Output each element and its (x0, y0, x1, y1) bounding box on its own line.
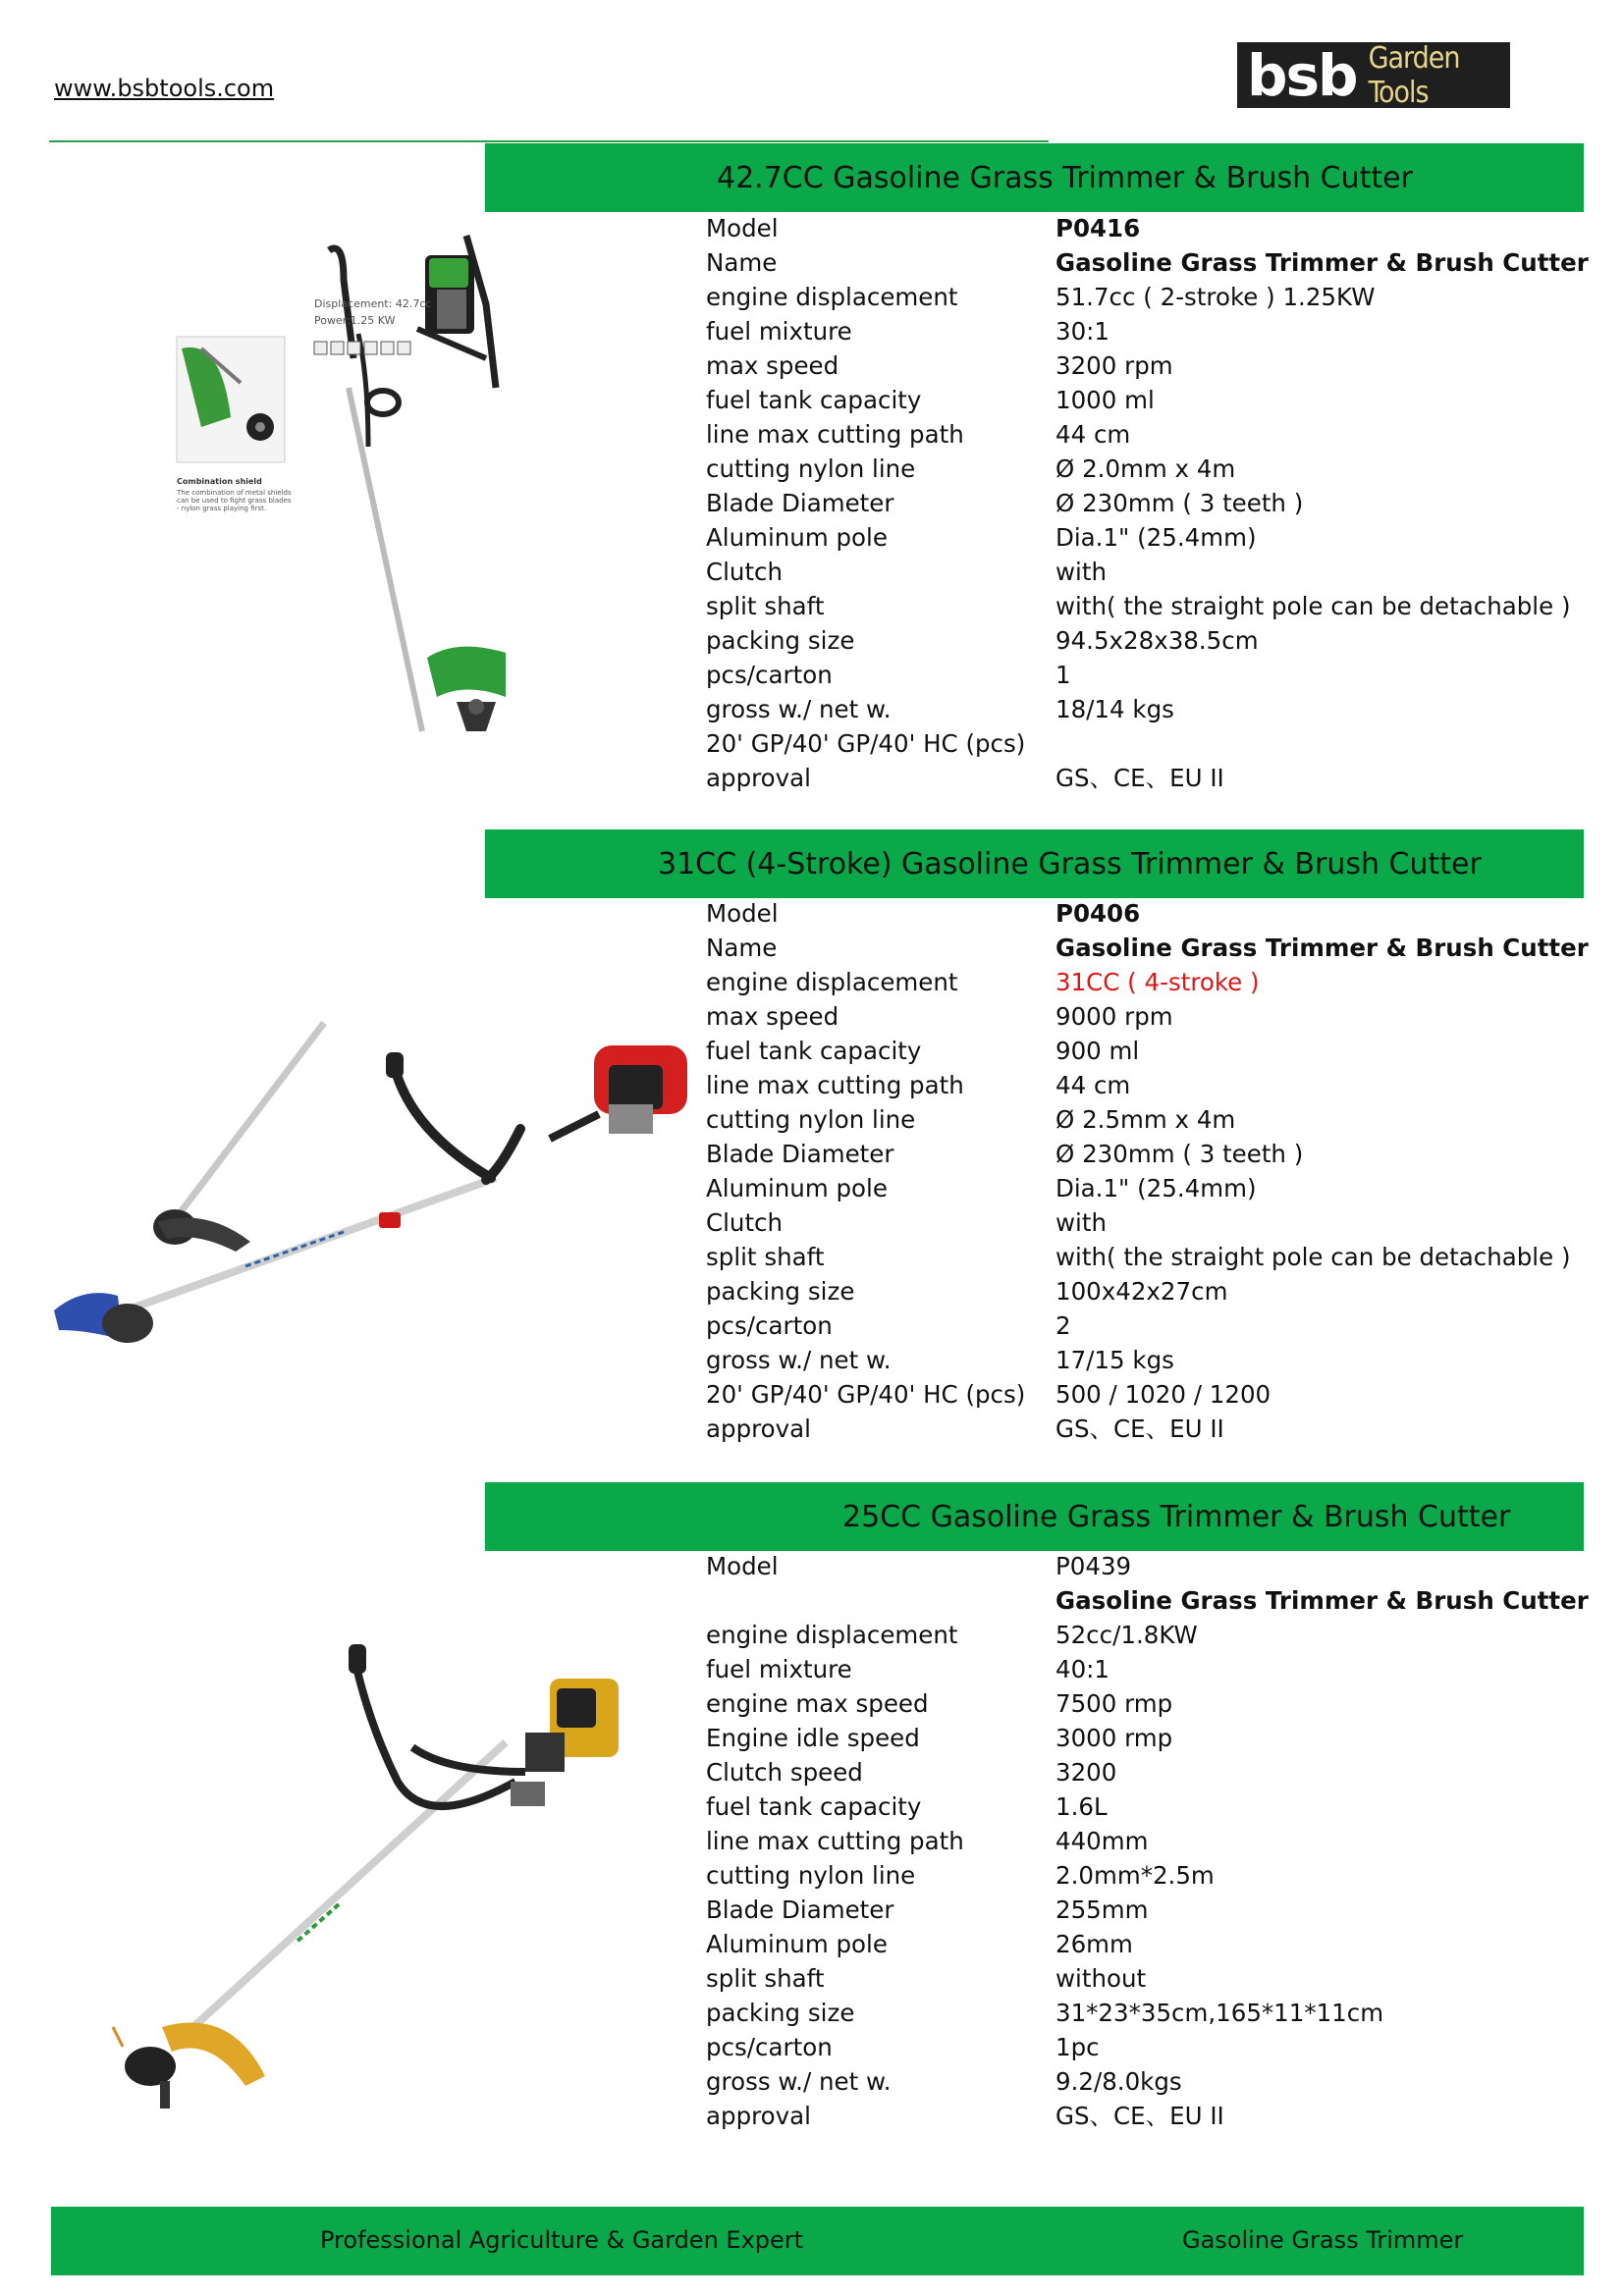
spec-value: 18/14 kgs (1055, 695, 1174, 723)
spec-row (706, 1412, 1589, 1446)
spec-row (706, 1343, 1589, 1377)
spec-row (706, 1824, 1589, 1858)
spec-row (706, 1652, 1589, 1686)
footer-category: Gasoline Grass Trimmer (1182, 2226, 1464, 2254)
spec-label: Name (706, 934, 778, 962)
spec-row (706, 726, 1589, 761)
spec-label: gross w./ net w. (706, 2067, 892, 2096)
spec-row (706, 1996, 1589, 2030)
product-2-title-band (485, 829, 1584, 898)
spec-value: 2 (1055, 1311, 1071, 1340)
spec-row (706, 1034, 1589, 1068)
spec-row (706, 1205, 1589, 1240)
spec-value: 1pc (1055, 2033, 1100, 2061)
spec-row (706, 245, 1589, 280)
spec-value: with( the straight pole can be detachable ) (1055, 592, 1571, 620)
product-1-caption-shield-title: Combination shield (177, 477, 262, 486)
spec-row (706, 1308, 1589, 1343)
spec-value: GS、CE、EU II (1055, 2102, 1224, 2130)
spec-label: approval (706, 2102, 811, 2130)
spec-label: max speed (706, 1002, 839, 1031)
spec-value: 1000 ml (1055, 386, 1155, 414)
spec-row (706, 1961, 1589, 1996)
brand-logo (1237, 42, 1510, 108)
spec-label: gross w./ net w. (706, 1346, 892, 1374)
spec-value: 2.0mm*2.5m (1055, 1861, 1215, 1890)
spec-value: 44 cm (1055, 1071, 1131, 1099)
spec-label: fuel tank capacity (706, 1792, 922, 1821)
spec-row (706, 1618, 1589, 1652)
spec-label: split shaft (706, 1964, 825, 1993)
spec-value: 51.7cc ( 2-stroke ) 1.25KW (1055, 283, 1376, 311)
spec-label: fuel mixture (706, 1655, 852, 1683)
spec-row (706, 931, 1589, 965)
spec-row (706, 1583, 1589, 1618)
spec-row (706, 658, 1589, 692)
spec-value: 40:1 (1055, 1655, 1110, 1683)
spec-label: engine displacement (706, 1621, 958, 1649)
spec-value: 255mm (1055, 1896, 1149, 1924)
spec-value: P0439 (1055, 1552, 1132, 1580)
spec-label: Model (706, 899, 779, 928)
spec-row (706, 692, 1589, 726)
spec-row (706, 555, 1589, 589)
spec-label: cutting nylon line (706, 1861, 916, 1890)
spec-value: 500 / 1020 / 1200 (1055, 1380, 1271, 1409)
product-1-title: 42.7CC Gasoline Grass Trimmer & Brush Cutter (717, 160, 1413, 195)
spec-value: 9000 rpm (1055, 1002, 1173, 1031)
spec-label: pcs/carton (706, 1311, 833, 1340)
spec-value: with (1055, 558, 1107, 586)
spec-label: fuel tank capacity (706, 1037, 922, 1065)
spec-label: engine max speed (706, 1689, 929, 1718)
spec-row (706, 280, 1589, 314)
product-3-title: 25CC Gasoline Grass Trimmer & Brush Cutter (842, 1499, 1511, 1534)
spec-value: 1 (1055, 661, 1071, 689)
spec-row (706, 1893, 1589, 1927)
spec-row (706, 1068, 1589, 1102)
spec-row (706, 520, 1589, 555)
spec-label: Engine idle speed (706, 1724, 920, 1752)
spec-label: Name (706, 248, 778, 277)
spec-row (706, 1858, 1589, 1893)
spec-row (706, 1377, 1589, 1412)
spec-value: Ø 230mm ( 3 teeth ) (1055, 489, 1304, 517)
spec-row (706, 1721, 1589, 1755)
spec-label: max speed (706, 351, 839, 380)
spec-value: Dia.1" (25.4mm) (1055, 523, 1257, 552)
spec-row (706, 211, 1589, 245)
product-3-image (103, 1634, 633, 2135)
spec-label: split shaft (706, 592, 825, 620)
spec-value: Gasoline Grass Trimmer & Brush Cutter (1055, 934, 1589, 962)
product-2-image (49, 1011, 707, 1374)
spec-label: cutting nylon line (706, 454, 916, 483)
spec-label: pcs/carton (706, 661, 833, 689)
product-1-caption-shield-desc: The combination of metal shields can be used to fight grass blades - nylon grass playing first. (177, 489, 292, 512)
product-1-caption-displacement: Displacement: 42.7cc (314, 297, 432, 310)
spec-label: approval (706, 764, 811, 792)
spec-row (706, 486, 1589, 520)
site-url-link[interactable]: www.bsbtools.com (54, 75, 275, 102)
spec-row (706, 1137, 1589, 1171)
spec-value: P0416 (1055, 214, 1141, 242)
product-2-title: 31CC (4-Stroke) Gasoline Grass Trimmer & Brush Cutter (658, 846, 1482, 881)
spec-value: 17/15 kgs (1055, 1346, 1174, 1374)
spec-row (706, 348, 1589, 383)
spec-label: fuel tank capacity (706, 386, 922, 414)
spec-label: Model (706, 214, 779, 242)
spec-value: 26mm (1055, 1930, 1133, 1958)
spec-value: 31CC ( 4-stroke ) (1055, 968, 1260, 996)
spec-row (706, 2099, 1589, 2133)
spec-row (706, 1549, 1589, 1583)
spec-row (706, 383, 1589, 417)
spec-value: without (1055, 1964, 1147, 1993)
spec-value: with( the straight pole can be detachable ) (1055, 1243, 1571, 1271)
spec-row (706, 1102, 1589, 1137)
spec-label: packing size (706, 626, 855, 655)
spec-label: line max cutting path (706, 420, 964, 449)
spec-row (706, 1240, 1589, 1274)
spec-value: 3200 (1055, 1758, 1117, 1787)
spec-value: 9.2/8.0kgs (1055, 2067, 1182, 2096)
spec-label: fuel mixture (706, 317, 852, 346)
spec-value: 440mm (1055, 1827, 1149, 1855)
logo-text: Garden Tools (1368, 40, 1460, 110)
header-divider (49, 140, 1049, 142)
spec-value: 52cc/1.8KW (1055, 1621, 1198, 1649)
spec-value: Dia.1" (25.4mm) (1055, 1174, 1257, 1202)
product-2-spec-table (706, 896, 1589, 1446)
spec-value: 7500 rmp (1055, 1689, 1173, 1718)
spec-label: line max cutting path (706, 1827, 964, 1855)
spec-row (706, 1927, 1589, 1961)
spec-value: P0406 (1055, 899, 1141, 928)
spec-row (706, 452, 1589, 486)
spec-label: Clutch (706, 1208, 784, 1237)
spec-label: pcs/carton (706, 2033, 833, 2061)
spec-value: Gasoline Grass Trimmer & Brush Cutter (1055, 248, 1589, 277)
spec-value: 900 ml (1055, 1037, 1140, 1065)
spec-label: packing size (706, 1999, 855, 2027)
spec-label (706, 1583, 1055, 1618)
footer-band (51, 2207, 1584, 2275)
spec-value: Ø 2.0mm x 4m (1055, 454, 1236, 483)
spec-row (706, 2030, 1589, 2064)
spec-label: Aluminum pole (706, 1930, 888, 1958)
spec-row (706, 2064, 1589, 2099)
spec-row (706, 965, 1589, 999)
spec-row (706, 999, 1589, 1034)
spec-label: Clutch (706, 558, 784, 586)
spec-row (706, 896, 1589, 931)
spec-label: 20' GP/40' GP/40' HC (pcs) (706, 729, 1026, 758)
logo-mark: bsb (1247, 41, 1357, 109)
spec-label: split shaft (706, 1243, 825, 1271)
spec-row (706, 417, 1589, 452)
spec-value: Gasoline Grass Trimmer & Brush Cutter (1055, 1586, 1589, 1615)
spec-value: 44 cm (1055, 420, 1131, 449)
product-1-spec-table (706, 211, 1589, 795)
spec-value: Ø 2.5mm x 4m (1055, 1105, 1236, 1134)
spec-row (706, 314, 1589, 348)
spec-value: 94.5x28x38.5cm (1055, 626, 1259, 655)
spec-label: gross w./ net w. (706, 695, 892, 723)
spec-label: Model (706, 1552, 779, 1580)
spec-label: Aluminum pole (706, 523, 888, 552)
spec-label: engine displacement (706, 283, 958, 311)
spec-value: 3200 rpm (1055, 351, 1173, 380)
spec-value: Ø 230mm ( 3 teeth ) (1055, 1140, 1304, 1168)
spec-label: Blade Diameter (706, 489, 894, 517)
spec-row (706, 589, 1589, 623)
spec-label: packing size (706, 1277, 855, 1306)
spec-row (706, 1171, 1589, 1205)
product-3-title-band (485, 1482, 1584, 1551)
spec-value: GS、CE、EU II (1055, 764, 1224, 792)
footer-slogan: Professional Agriculture & Garden Expert (320, 2226, 804, 2254)
spec-row (706, 623, 1589, 658)
product-3-spec-table (706, 1549, 1589, 2133)
spec-row (706, 761, 1589, 795)
product-1-caption-power: Power:1.25 KW (314, 314, 396, 327)
spec-value: 3000 rmp (1055, 1724, 1173, 1752)
spec-value: 1.6L (1055, 1792, 1108, 1821)
spec-value: 31*23*35cm,165*11*11cm (1055, 1999, 1384, 2027)
spec-label: Blade Diameter (706, 1896, 894, 1924)
spec-label: 20' GP/40' GP/40' HC (pcs) (706, 1380, 1026, 1409)
spec-label: cutting nylon line (706, 1105, 916, 1134)
spec-label: Aluminum pole (706, 1174, 888, 1202)
spec-row (706, 1686, 1589, 1721)
spec-value: 30:1 (1055, 317, 1110, 346)
spec-row (706, 1755, 1589, 1789)
spec-row (706, 1789, 1589, 1824)
product-1-image (172, 221, 565, 751)
spec-value: with (1055, 1208, 1107, 1237)
spec-row (706, 1274, 1589, 1308)
spec-value: GS、CE、EU II (1055, 1415, 1224, 1443)
spec-label: approval (706, 1415, 811, 1443)
spec-value: 100x42x27cm (1055, 1277, 1228, 1306)
product-1-title-band (485, 143, 1584, 212)
spec-label: Clutch speed (706, 1758, 863, 1787)
spec-label: line max cutting path (706, 1071, 964, 1099)
spec-label: engine displacement (706, 968, 958, 996)
spec-label: Blade Diameter (706, 1140, 894, 1168)
